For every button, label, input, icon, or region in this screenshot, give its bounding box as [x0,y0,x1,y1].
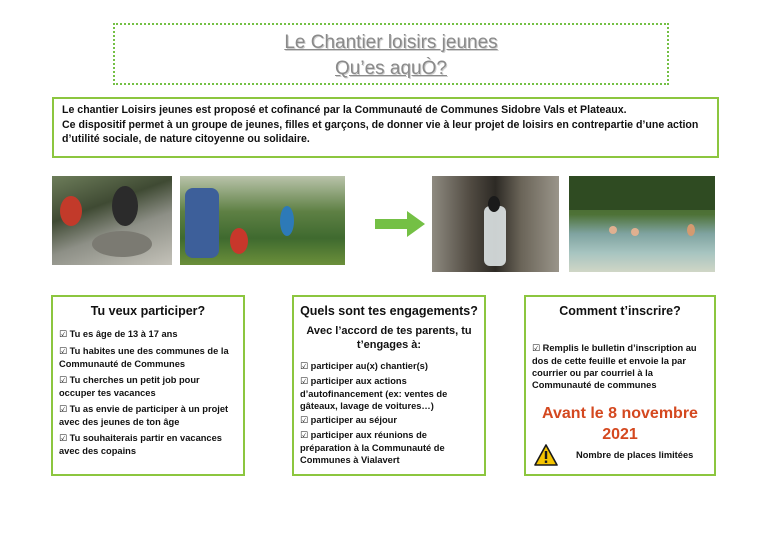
arrow-right-icon [375,210,425,238]
deadline-line-1: Avant le 8 novembre [542,405,698,422]
photo-river-swim [569,176,715,272]
checkbox-checked-icon: ☑ [59,347,68,357]
checkbox-checked-icon: ☑ [300,431,309,441]
register-card [524,295,716,476]
limited-places-text: Nombre de places limitées [576,450,694,460]
intro-box [52,97,719,158]
checkbox-checked-icon: ☑ [300,377,309,387]
page-subtitle: Qu’es aquÒ? [335,58,447,79]
photo-stream-work [180,176,345,265]
checkbox-checked-icon: ☑ [59,434,68,444]
checkbox-checked-icon: ☑ [532,344,541,354]
list-item: ☑ Tu es âge de 13 à 17 ans [59,329,178,340]
list-item: ☑ Tu habites une des communes de la Communauté de Communes [59,346,229,369]
commitments-subtitle: Avec l’accord de tes parents, tu t’engages à: [306,325,472,351]
checkbox-checked-icon: ☑ [59,330,68,340]
title-box [113,23,669,85]
commitments-card [292,295,486,476]
commitments-title: Quels sont tes engagements? [300,304,478,318]
limited-places-row [534,444,708,466]
checkbox-checked-icon: ☑ [300,362,309,372]
checkbox-checked-icon: ☑ [300,416,309,426]
list-item: ☑ participer aux actions d’autofinancement (ex: ventes de gâteaux, lavage de voitures…) [300,376,448,411]
participate-card [51,295,245,476]
intro-line-1: Le chantier Loisirs jeunes est proposé et cofinancé par la Communauté de Communes Sidobre Vals et Plateaux. [62,104,627,116]
list-item: ☑ Tu as envie de participer à un projet avec des jeunes de ton âge [59,404,229,427]
photo-canyon [432,176,559,272]
list-item: ☑ Remplis le bulletin d’inscription au dos de cette feuille et envoie la par courrier ou par courriel à la Communauté de communes [532,343,697,390]
list-item: ☑ participer aux réunions de préparation à la Communauté de Communes à Vialavert [300,430,445,465]
register-title: Comment t’inscrire? [559,304,681,318]
deadline-line-2: 2021 [602,426,638,443]
deadline [532,403,708,445]
checkbox-checked-icon: ☑ [59,376,68,386]
list-item: ☑ participer au(x) chantier(s) [300,361,428,372]
photo-worksite [52,176,172,265]
warning-icon [534,444,558,466]
checkbox-checked-icon: ☑ [59,405,68,415]
participate-title: Tu veux participer? [90,304,206,318]
page-title: Le Chantier loisirs jeunes [284,32,498,53]
list-item: ☑ Tu souhaiterais partir en vacances avec des copains [59,433,222,456]
intro-line-2: Ce dispositif permet à un groupe de jeunes, filles et garçons, de donner vie à leur projet de loisirs en contrepartie d’une action d’utilité sociale, de nature citoyenne ou solidaire. [62,118,699,145]
list-item: ☑ Tu cherches un petit job pour occuper tes vacances [59,375,200,398]
list-item: ☑ participer au séjour [300,415,397,426]
